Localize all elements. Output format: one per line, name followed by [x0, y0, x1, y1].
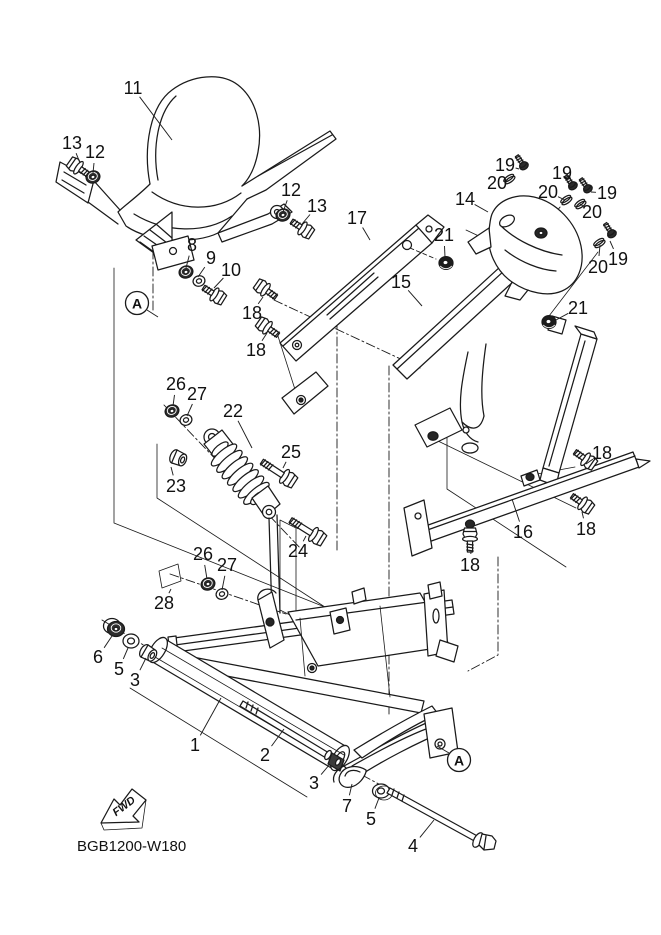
callout-13[interactable]: 13	[61, 133, 83, 153]
callout-19[interactable]: 19	[551, 163, 573, 183]
view-marker-label-1: A	[131, 295, 143, 312]
washer-20-b	[560, 194, 573, 206]
bushing-5-left	[123, 634, 139, 648]
screw-19-a	[513, 153, 530, 171]
view-marker-label-2: A	[453, 752, 465, 769]
callout-14[interactable]: 14	[454, 189, 476, 209]
callout-16[interactable]: 16	[512, 522, 534, 542]
nut-26-lower	[199, 576, 216, 592]
callout-leader-3	[140, 658, 146, 670]
callout-19[interactable]: 19	[607, 249, 629, 269]
callout-leader-19	[516, 168, 519, 169]
callout-leader-19	[610, 241, 614, 249]
callout-leader-21	[445, 246, 446, 257]
callout-leader-5	[375, 798, 379, 809]
callout-20[interactable]: 20	[486, 173, 508, 193]
callout-18[interactable]: 18	[245, 340, 267, 360]
callout-12[interactable]: 12	[84, 142, 106, 162]
bolt-18-d	[568, 490, 596, 516]
callout-leader-27	[187, 404, 192, 416]
callout-20[interactable]: 20	[581, 202, 603, 222]
callout-24[interactable]: 24	[287, 541, 309, 561]
callout-7[interactable]: 7	[341, 796, 353, 816]
callout-26[interactable]: 26	[192, 544, 214, 564]
callout-11[interactable]: 11	[123, 78, 143, 98]
callout-18[interactable]: 18	[575, 519, 597, 539]
callout-13[interactable]: 13	[306, 196, 328, 216]
bolt-13-right	[288, 215, 316, 240]
screw-19-d	[601, 221, 617, 239]
callout-25[interactable]: 25	[280, 442, 302, 462]
callout-leader-18	[582, 512, 584, 518]
view-marker-leader-1	[147, 310, 158, 317]
callout-19[interactable]: 19	[596, 183, 618, 203]
nut-26-upper	[163, 403, 180, 419]
callout-27[interactable]: 27	[216, 555, 238, 575]
callout-5[interactable]: 5	[113, 659, 125, 679]
callout-18[interactable]: 18	[591, 443, 613, 463]
callout-leader-14	[475, 204, 488, 212]
fwd-arrow	[101, 789, 146, 830]
callout-leader-22	[238, 421, 252, 448]
tag-28	[159, 564, 181, 588]
callout-23[interactable]: 23	[165, 476, 187, 496]
callout-leader-3	[321, 764, 330, 775]
callout-17[interactable]: 17	[346, 208, 368, 228]
callout-leader-4	[420, 820, 434, 837]
callout-5[interactable]: 5	[365, 809, 377, 829]
bolt-10	[200, 281, 228, 306]
shock-absorber-22	[204, 429, 280, 616]
callout-leader-17	[363, 228, 370, 241]
grommet-21-right	[542, 316, 556, 329]
callout-leader-27	[222, 576, 225, 590]
callout-9[interactable]: 9	[205, 248, 217, 268]
bolt-18-a	[252, 277, 280, 303]
bolt-18-e	[463, 528, 478, 552]
callout-20[interactable]: 20	[537, 182, 559, 202]
callout-leader-25	[283, 462, 286, 468]
callout-1[interactable]: 1	[189, 735, 201, 755]
collar-23	[168, 448, 189, 467]
callout-leader-23	[171, 467, 173, 475]
callout-15[interactable]: 15	[390, 272, 412, 292]
callout-20[interactable]: 20	[587, 257, 609, 277]
rail-17-flap	[282, 372, 328, 414]
pivot-hardware-left	[104, 619, 159, 664]
callout-22[interactable]: 22	[222, 401, 244, 421]
callout-leader-6	[104, 636, 112, 648]
callout-18[interactable]: 18	[241, 303, 263, 323]
grommet-21-left	[439, 257, 453, 270]
callout-10[interactable]: 10	[220, 260, 242, 280]
callout-2[interactable]: 2	[259, 745, 271, 765]
callout-12[interactable]: 12	[280, 180, 302, 200]
callout-3[interactable]: 3	[129, 670, 141, 690]
callout-21[interactable]: 21	[433, 225, 455, 245]
callout-4[interactable]: 4	[407, 836, 419, 856]
rail-15-plate	[415, 408, 462, 447]
fwd-label: FWD	[110, 794, 138, 819]
callout-3[interactable]: 3	[308, 773, 320, 793]
callout-8[interactable]: 8	[186, 235, 198, 255]
callout-27[interactable]: 27	[186, 384, 208, 404]
callout-leader-26	[205, 565, 207, 579]
callout-leader-15	[408, 290, 422, 306]
callout-18[interactable]: 18	[459, 555, 481, 575]
axle-bolt-4	[387, 788, 496, 850]
washer-27-upper	[178, 413, 193, 427]
callout-26[interactable]: 26	[165, 374, 187, 394]
callout-6[interactable]: 6	[92, 647, 104, 667]
callout-leader-5	[123, 648, 128, 659]
callout-19[interactable]: 19	[494, 155, 516, 175]
diagram-code: BGB1200-W180	[77, 838, 187, 855]
chain-guide-7	[339, 767, 366, 788]
callout-21[interactable]: 21	[567, 298, 589, 318]
callout-28[interactable]: 28	[153, 593, 175, 613]
callout-leader-1	[200, 698, 221, 735]
